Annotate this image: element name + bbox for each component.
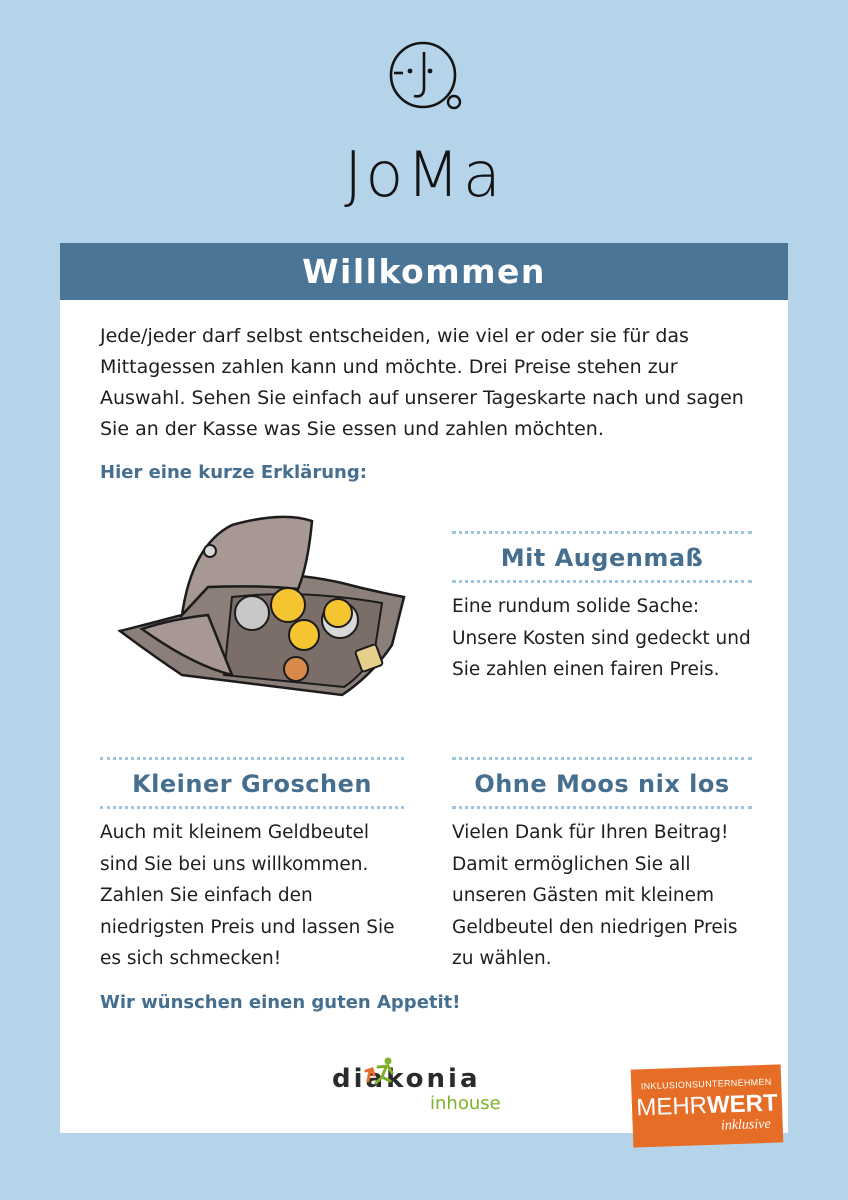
diakonia-subtitle: inhouse (430, 1093, 501, 1114)
divider-bottom (452, 806, 752, 809)
divider-bottom (452, 580, 752, 583)
mehrwert-script: inklusive (720, 1116, 771, 1134)
mehrwert-tagline: INKLUSIONSUNTERNEHMEN (640, 1076, 772, 1092)
diakonia-logo (332, 1063, 502, 1123)
wallet-illustration (112, 505, 412, 705)
running-figure-icon (352, 1057, 400, 1087)
divider-bottom (100, 806, 404, 809)
option-text: Eine rundum solide Sache: Unsere Kosten sind gedeckt und Sie zahlen einen fairen Preis. (452, 596, 751, 680)
option-kleiner-groschen (100, 757, 404, 975)
welcome-card (60, 243, 788, 1133)
option-text: Vielen Dank für Ihren Beitrag! Damit ermöglichen Sie all unseren Gästen mit kleinem Geldbeutel den niedrigen Preis zu wählen. (452, 822, 738, 969)
option-ohne-moos (452, 757, 752, 975)
card-title: Willkommen (60, 243, 788, 300)
intro-text: Jede/jeder darf selbst entscheiden, wie viel er oder sie für das Mittagessen zahlen kann und möchte. Drei Preise stehen zur Auswahl. Sehen Sie einfach auf unserer Tageskarte nach und sagen Sie an der Kasse was Sie essen und zahlen möchten. (100, 325, 744, 440)
mehrwert-bold: WERT (706, 1089, 779, 1119)
diakonia-wordmark: diakonia (332, 1064, 481, 1094)
brand-name: JoMa (344, 138, 504, 211)
option-title: Ohne Moos nix los (474, 770, 730, 798)
joma-logo-icon (384, 40, 464, 112)
option-text: Auch mit kleinem Geldbeutel sind Sie bei uns willkommen. Zahlen Sie einfach den niedrigsten Preis und lassen Sie es sich schmecken! (100, 822, 395, 969)
mehrwert-logo (631, 1064, 784, 1147)
option-title: Mit Augenmaß (500, 544, 704, 572)
subheading: Hier eine kurze Erklärung: (100, 462, 367, 483)
mehrwert-light: MEHR (635, 1092, 708, 1122)
closing-text: Wir wünschen einen guten Appetit! (100, 992, 461, 1013)
option-title: Kleiner Groschen (132, 770, 372, 798)
option-augenmass (452, 531, 752, 686)
